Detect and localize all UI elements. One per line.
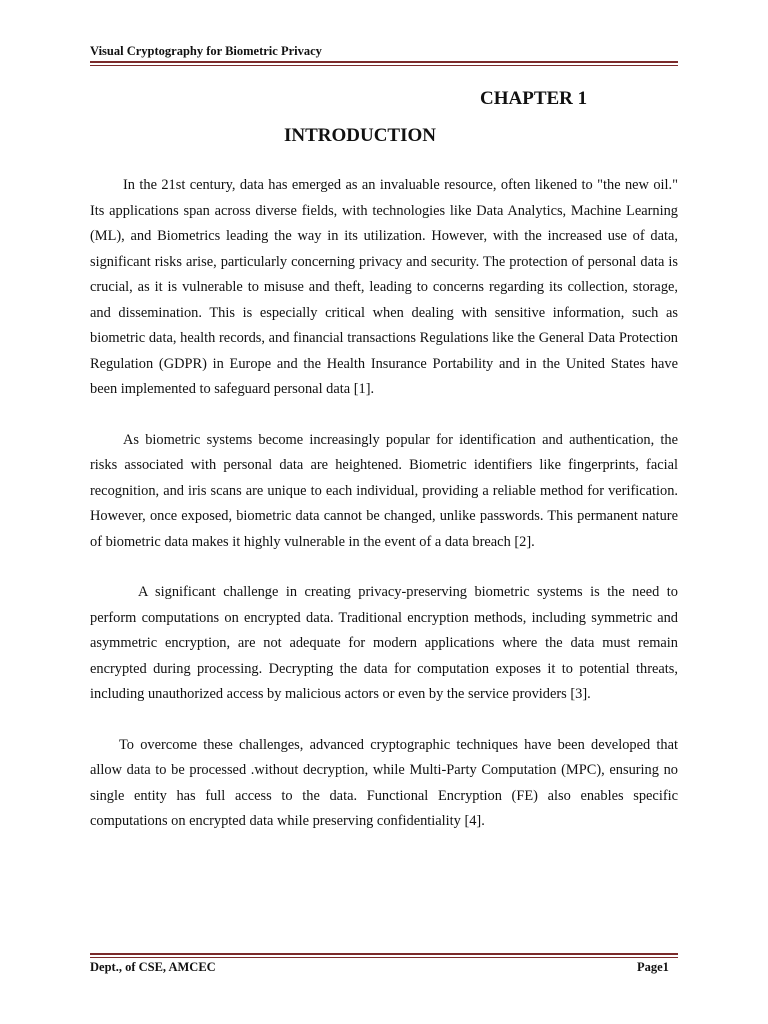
footer-divider [90, 953, 678, 958]
paragraph: To overcome these challenges, advanced cryptographic techniques have been developed that allow data to be processed .without decryption, while Multi-Party Computation (MPC), ensuring no single entity has full access to the data. Functional Encryption (FE) also enables specific computations on encrypted data while preserving confidentiality [4]. [90, 736, 678, 829]
running-header: Visual Cryptography for Biometric Privacy [90, 44, 322, 58]
chapter-title: INTRODUCTION [283, 125, 437, 146]
paragraph: A significant challenge in creating privacy-preserving biometric systems is the need to perform computations on encrypted data. Traditional encryption methods, including symmetric and asymmetric encryption, are not adequate for modern applications where the data must remain encrypted during processing. Decrypting the data for computation exposes it to potential threats, including unauthorized access by malicious actors or even by the service providers [3]. [90, 584, 678, 702]
page-number: Page1 [637, 960, 669, 974]
paragraph: In the 21st century, data has emerged as an invaluable resource, often likened to "the new oil." Its applications span across diverse fields, with technologies like Data Analytics, Machine Learning (ML), and Biometrics leading the way in its utilization. However, with the increased use of data, significant risks arise, particularly concerning privacy and security. The protection of personal data is crucial, as it is vulnerable to misuse and theft, leading to concerns regarding its collection, storage, and dissemination. This is especially critical when dealing with sensitive information, such as biometric data, health records, and financial transactions Regulations like the General Data Protection Regulation (GDPR) in Europe and the Health Insurance Portability and in the United States have been implemented to safeguard personal data [1]. [90, 177, 678, 397]
header-divider [90, 61, 678, 66]
chapter-label: CHAPTER 1 [480, 88, 588, 109]
paragraph: As biometric systems become increasingly popular for identification and authentication, the risks associated with personal data are heightened. Biometric identifiers like fingerprints, facial recognition, and iris scans are unique to each individual, providing a reliable method for verification. However, once exposed, biometric data cannot be changed, unlike passwords. This permanent nature of biometric data makes it highly vulnerable in the event of a data breach [2]. [90, 431, 678, 550]
footer-department: Dept., of CSE, AMCEC [90, 960, 216, 974]
body-text [90, 173, 678, 860]
